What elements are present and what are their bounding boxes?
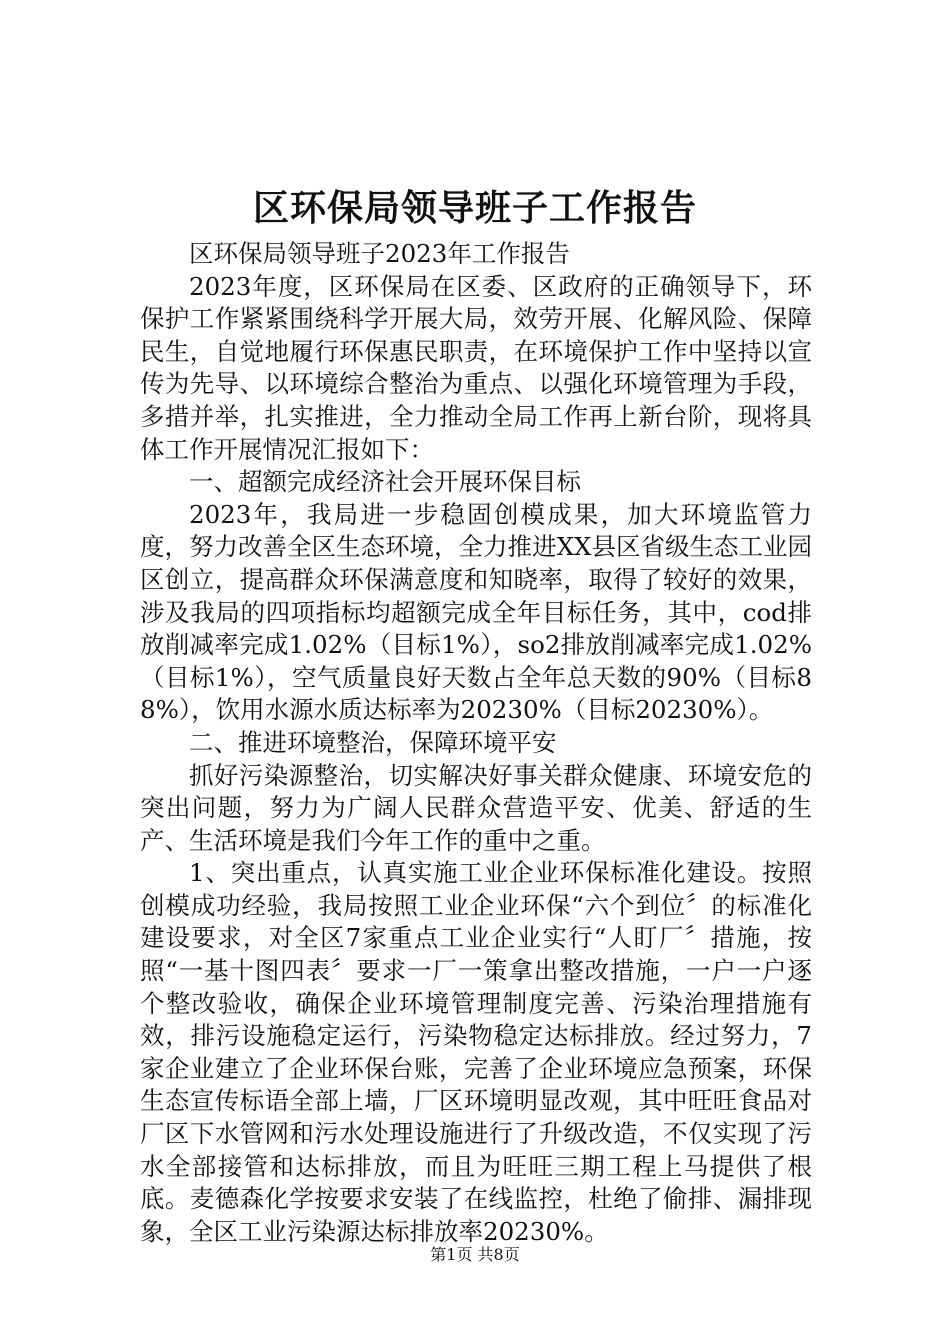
section-heading-2: 二、推进环境整治，保障环境平安 (189, 727, 557, 757)
paragraph-subtitle: 区环保局领导班子2023年工作报告 (189, 239, 570, 268)
document-title: 区环保局领导班子工作报告 (252, 187, 697, 229)
paragraph-intro: 2023年度，区环保局在区委、区政府的正确领导下，环保护工作紧紧围绕科学开展大局，效劳开展、化解风险、保障民生，自觉地履行环保惠民职责，在环境保护工作中坚持以宣传为先导、以环境综合整治为重点、以强化环境管理为手段，多措并举，扎实推进，全力推动全局工作再上新台阶，现将具体工作开展情况汇报如下： (140, 271, 812, 464)
paragraph-targets: 2023年，我局进一步稳固创模成果，加大环境监管力度，努力改善全区生态环境，全力推进XX县区省级生态工业园区创立，提高群众环保满意度和知晓率，取得了较好的效果，涉及我局的四项指标均超额完成全年目标任务，其中，cod排放削减率完成1.02%（目标1%），so2排放削减率完成1.02%（目标1%），空气质量良好天数占全年总天数的90%（目标88%），饮用水源水质达标率为20230%（目标20230%）。 (140, 499, 813, 725)
document-body (140, 238, 812, 1248)
page-footer: 第1页 共8页 (430, 1245, 520, 1264)
paragraph-pollution: 抓好污染源整治，切实解决好事关群众健康、环境安危的突出问题，努力为广阔人民群众营造平安、优美、舒适的生产、生活环境是我们今年工作的重中之重。 (140, 760, 812, 855)
section-heading-1: 一、超额完成经济社会开展环保目标 (189, 467, 581, 497)
paragraph-standardization: 1、突出重点，认真实施工业企业环保标准化建设。按照创模成功经验，我局按照工业企业环保“六个到位〞的标准化建设要求，对全区7家重点工业企业实行“人盯厂〞措施，按照“一基十图四表〞要求一厂一策拿出整改措施，一户一户逐个整改验收，确保企业环境管理制度完善、污染治理措施有效，排污设施稳定运行，污染物稳定达标排放。经过努力，7家企业建立了企业环保台账，完善了企业环境应急预案，环保生态宣传标语全部上墙，厂区环境明显改观，其中旺旺食品对厂区下水管网和污水处理设施进行了升级改造，不仅实现了污水全部接管和达标排放，而且为旺旺三期工程上马提供了根底。麦德森化学按要求安装了在线监控，杜绝了偷排、漏排现象，全区工业污染源达标排放率20230%。 (140, 858, 812, 1246)
